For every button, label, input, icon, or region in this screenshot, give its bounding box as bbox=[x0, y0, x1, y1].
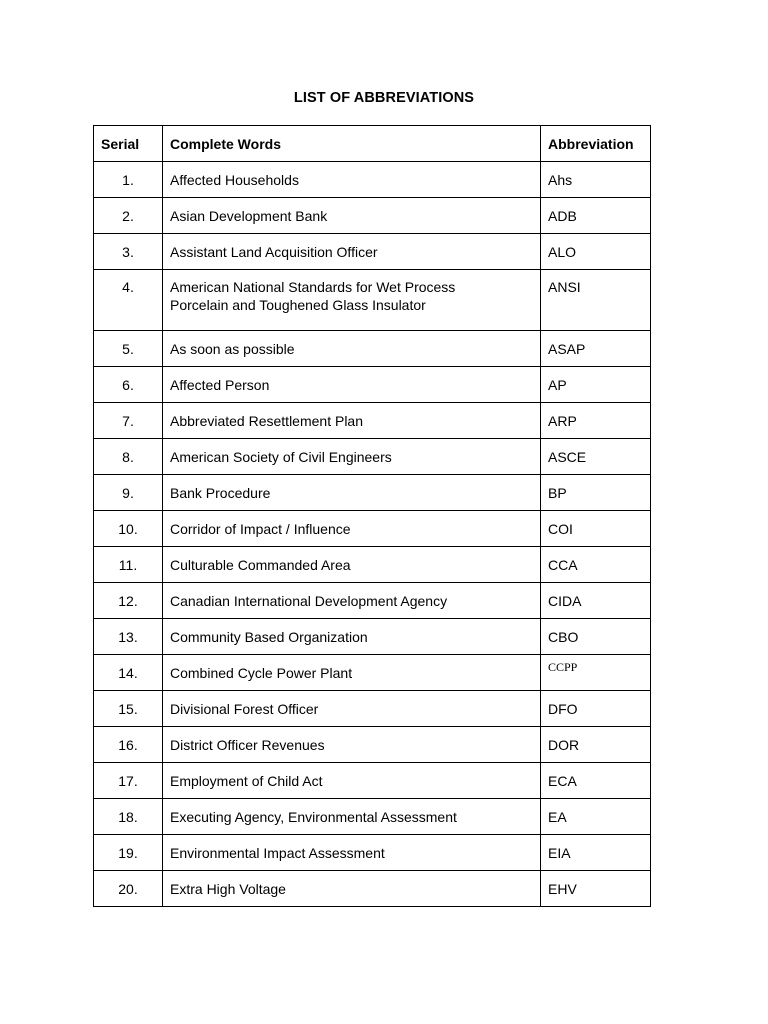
complete-words-cell: Corridor of Impact / Influence bbox=[163, 511, 541, 547]
table-row bbox=[94, 475, 651, 511]
table-row bbox=[94, 655, 651, 691]
complete-words-cell: District Officer Revenues bbox=[163, 727, 541, 763]
table-row bbox=[94, 198, 651, 234]
abbreviation-cell: ANSI bbox=[541, 270, 651, 331]
table-row bbox=[94, 871, 651, 907]
abbreviation-cell: Ahs bbox=[541, 162, 651, 198]
table-row bbox=[94, 763, 651, 799]
table-row bbox=[94, 270, 651, 331]
complete-words-cell: Abbreviated Resettlement Plan bbox=[163, 403, 541, 439]
header-serial: Serial bbox=[94, 126, 163, 162]
abbreviation-cell: ASCE bbox=[541, 439, 651, 475]
abbreviation-cell: CIDA bbox=[541, 583, 651, 619]
table-row bbox=[94, 619, 651, 655]
serial-cell: 17. bbox=[94, 763, 163, 799]
abbreviation-cell: ASAP bbox=[541, 331, 651, 367]
serial-cell: 10. bbox=[94, 511, 163, 547]
complete-words-cell: Affected Person bbox=[163, 367, 541, 403]
serial-cell: 6. bbox=[94, 367, 163, 403]
abbreviation-cell: ADB bbox=[541, 198, 651, 234]
serial-cell: 5. bbox=[94, 331, 163, 367]
abbreviation-cell: AP bbox=[541, 367, 651, 403]
complete-words-cell bbox=[163, 270, 541, 331]
table-row bbox=[94, 403, 651, 439]
complete-words-cell: Canadian International Development Agency bbox=[163, 583, 541, 619]
serial-cell: 2. bbox=[94, 198, 163, 234]
serial-cell: 19. bbox=[94, 835, 163, 871]
complete-words-cell: Extra High Voltage bbox=[163, 871, 541, 907]
serial-cell: 3. bbox=[94, 234, 163, 270]
complete-words-cell: Divisional Forest Officer bbox=[163, 691, 541, 727]
abbreviation-cell: ARP bbox=[541, 403, 651, 439]
complete-words-cell: Asian Development Bank bbox=[163, 198, 541, 234]
table-row bbox=[94, 727, 651, 763]
abbreviation-cell: CCA bbox=[541, 547, 651, 583]
serial-cell: 18. bbox=[94, 799, 163, 835]
header-abbreviation: Abbreviation bbox=[541, 126, 651, 162]
serial-cell: 16. bbox=[94, 727, 163, 763]
abbreviation-cell: CBO bbox=[541, 619, 651, 655]
table-row bbox=[94, 331, 651, 367]
table-row bbox=[94, 367, 651, 403]
complete-words-cell: Affected Households bbox=[163, 162, 541, 198]
serial-cell: 15. bbox=[94, 691, 163, 727]
complete-words-cell: Executing Agency, Environmental Assessment bbox=[163, 799, 541, 835]
complete-words-line: American National Standards for Wet Process bbox=[170, 279, 456, 295]
table-header-row bbox=[94, 126, 651, 162]
serial-cell: 4. bbox=[94, 270, 163, 331]
complete-words-cell: As soon as possible bbox=[163, 331, 541, 367]
table-row bbox=[94, 439, 651, 475]
page-title: LIST OF ABBREVIATIONS bbox=[293, 90, 475, 106]
abbreviation-cell: EHV bbox=[541, 871, 651, 907]
complete-words-cell: American Society of Civil Engineers bbox=[163, 439, 541, 475]
abbreviation-cell: ALO bbox=[541, 234, 651, 270]
serial-cell: 14. bbox=[94, 655, 163, 691]
table-row bbox=[94, 835, 651, 871]
abbreviation-cell: ECA bbox=[541, 763, 651, 799]
serial-cell: 9. bbox=[94, 475, 163, 511]
table-row bbox=[94, 511, 651, 547]
abbreviation-cell: COI bbox=[541, 511, 651, 547]
complete-words-cell: Environmental Impact Assessment bbox=[163, 835, 541, 871]
table-row bbox=[94, 691, 651, 727]
complete-words-cell: Culturable Commanded Area bbox=[163, 547, 541, 583]
table-row bbox=[94, 547, 651, 583]
header-complete-words: Complete Words bbox=[163, 126, 541, 162]
abbreviation-cell: DOR bbox=[541, 727, 651, 763]
serial-cell: 13. bbox=[94, 619, 163, 655]
serial-cell: 12. bbox=[94, 583, 163, 619]
table-row bbox=[94, 234, 651, 270]
complete-words-cell: Bank Procedure bbox=[163, 475, 541, 511]
table-row bbox=[94, 583, 651, 619]
abbreviation-cell: EA bbox=[541, 799, 651, 835]
abbreviation-cell: EIA bbox=[541, 835, 651, 871]
serial-cell: 1. bbox=[94, 162, 163, 198]
complete-words-line: Porcelain and Toughened Glass Insulator bbox=[170, 297, 426, 313]
abbreviations-table bbox=[93, 125, 651, 907]
complete-words-cell: Community Based Organization bbox=[163, 619, 541, 655]
serial-cell: 11. bbox=[94, 547, 163, 583]
abbreviation-cell bbox=[541, 655, 651, 691]
serial-cell: 8. bbox=[94, 439, 163, 475]
abbreviation-cell: DFO bbox=[541, 691, 651, 727]
abbreviation-cell: BP bbox=[541, 475, 651, 511]
complete-words-cell: Assistant Land Acquisition Officer bbox=[163, 234, 541, 270]
complete-words-cell: Employment of Child Act bbox=[163, 763, 541, 799]
serial-cell: 20. bbox=[94, 871, 163, 907]
complete-words-cell: Combined Cycle Power Plant bbox=[163, 655, 541, 691]
abbreviation-text: CCPP bbox=[548, 660, 578, 674]
table-row bbox=[94, 162, 651, 198]
table-row bbox=[94, 799, 651, 835]
serial-cell: 7. bbox=[94, 403, 163, 439]
